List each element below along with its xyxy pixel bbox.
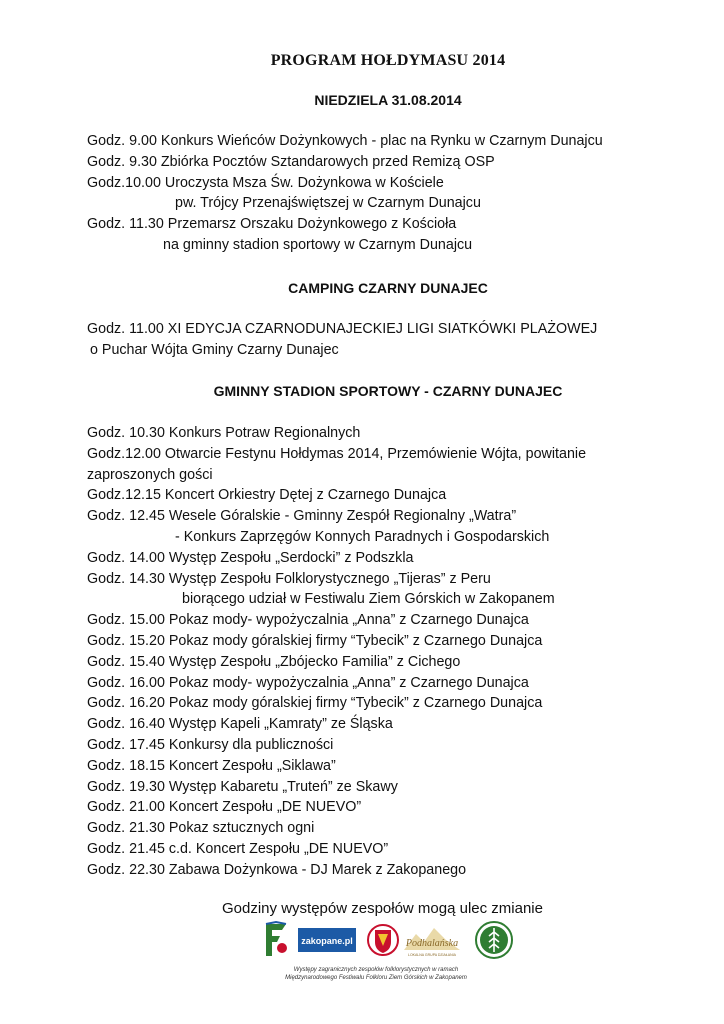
gmina-coat-of-arms-icon (366, 920, 400, 960)
program-line: zaproszonych gości (87, 466, 213, 483)
podhalanska-logo-text: Podhalańska (405, 938, 459, 949)
program-line: Godz. 18.15 Koncert Zespołu „Siklawa” (87, 757, 336, 774)
program-line: Godz. 21.00 Koncert Zespołu „DE NUEVO” (87, 799, 362, 816)
program-line: Godz.12.00 Otwarcie Festynu Hołdymas 2014, Przemówienie Wójta, powitanie (87, 445, 587, 462)
program-line: Godz. 16.40 Występ Kapeli „Kamraty” ze Śląska (87, 716, 393, 733)
program-line: - Konkurs Zaprzęgów Konnych Paradnych i Gospodarskich (175, 528, 550, 545)
program-line: Godz. 15.40 Występ Zespołu „Zbójecko Familia” z Cichego (87, 653, 461, 670)
program-line: na gminny stadion sportowy w Czarnym Dunajcu (163, 236, 473, 253)
program-line: Godz. 9.00 Konkurs Wieńców Dożynkowych - plac na Rynku w Czarnym Dunajcu (87, 133, 603, 149)
program-line: Godz. 15.00 Pokaz mody- wypożyczalnia „Anna” z Czarnego Dunajca (87, 612, 529, 629)
program-line: pw. Trójcy Przenajświętszej w Czarnym Dunajcu (175, 195, 481, 212)
program-line: Godz. 10.30 Konkurs Potraw Regionalnych (87, 425, 361, 441)
program-line: biorącego udział w Festiwalu Ziem Górskich w Zakopanem (182, 591, 555, 608)
section-camping-program (87, 319, 597, 361)
program-line: Godz. 9.30 Zbiórka Pocztów Sztandarowych przed Remizą OSP (87, 153, 495, 170)
wheat-emblem-icon (474, 920, 514, 960)
podhalanska-lgd-logo (402, 920, 462, 960)
program-line: o Puchar Wójta Gminy Czarny Dunajec (90, 341, 339, 358)
podhalanska-logo-subtext: LOKALNA GRUPA DZIAŁANIA (408, 953, 456, 957)
program-line: Godz. 16.20 Pokaz mody góralskiej firmy “Tybecik” z Czarnego Dunajca (87, 695, 543, 712)
festival-caption (276, 966, 476, 982)
program-line: Godz.10.00 Uroczysta Msza Św. Dożynkowa w Kościele (87, 174, 444, 191)
page-title: PROGRAM HOŁDYMASU 2014 (270, 52, 506, 69)
program-line: Godz. 15.20 Pokaz mody góralskiej firmy “Tybecik” z Czarnego Dunajca (87, 632, 543, 649)
caption-line: Międzynarodowego Festiwalu Folkloru Ziem Górskich w Zakopanem (285, 975, 467, 981)
program-line: Godz. 11.30 Przemarsz Orszaku Dożynkowego z Kościoła (87, 216, 457, 233)
program-line: Godz. 16.00 Pokaz mody- wypożyczalnia „Anna” z Czarnego Dunajca (87, 674, 529, 691)
program-line: Godz. 19.30 Występ Kabaretu „Truteń” ze Skawy (87, 778, 398, 795)
program-line: Godz. 11.00 XI EDYCJA CZARNODUNAJECKIEJ LIGI SIATKÓWKI PLAŻOWEJ (87, 321, 598, 337)
camping-heading: CAMPING CZARNY DUNAJEC (288, 280, 488, 296)
stadium-heading: GMINNY STADION SPORTOWY - CZARNY DUNAJEC (213, 383, 563, 399)
program-line: Godz. 17.45 Konkursy dla publiczności (87, 736, 334, 753)
program-line: Godz. 12.45 Wesele Góralskie - Gminny Zespół Regionalny „Watra” (87, 508, 517, 525)
section-church-program (87, 131, 603, 256)
date-heading: NIEDZIELA 31.08.2014 (314, 92, 462, 108)
zakopane-logo-text: zakopane.pl (301, 936, 353, 946)
program-line: Godz. 22.30 Zabawa Dożynkowa - DJ Marek z Zakopanego (87, 861, 467, 878)
program-line: Godz.12.15 Koncert Orkiestry Dętej z Czarnego Dunajca (87, 487, 447, 504)
program-line: Godz. 14.00 Występ Zespołu „Serdocki” z Podszkla (87, 549, 414, 566)
program-line: Godz. 21.45 c.d. Koncert Zespołu „DE NUEVO” (87, 840, 389, 857)
schedule-change-note: Godziny występów zespołów mogą ulec zmianie (222, 900, 543, 917)
zakopane-logo (298, 928, 356, 952)
caption-line: Występy zagranicznych zespołów folklorystycznych w ramach (293, 967, 459, 973)
program-line: Godz. 14.30 Występ Zespołu Folklorystycznego „Tijeras” z Peru (87, 570, 491, 587)
sponsor-logos (262, 920, 522, 962)
festival-logo-icon (262, 920, 290, 960)
program-line: Godz. 21.30 Pokaz sztucznych ogni (87, 820, 315, 837)
section-stadium-program (87, 423, 586, 881)
